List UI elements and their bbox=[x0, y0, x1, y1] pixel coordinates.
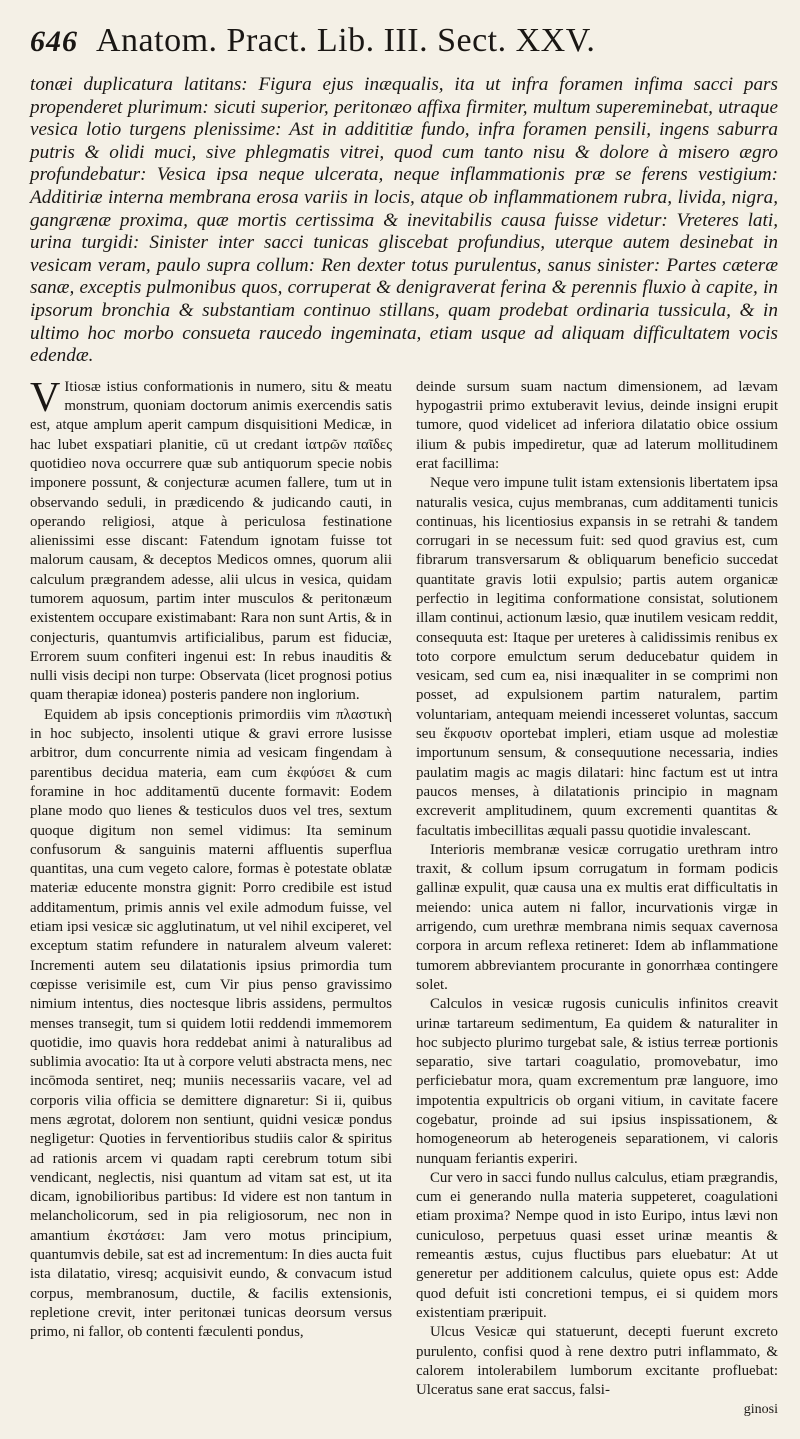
catchword: ginosi bbox=[743, 1402, 778, 1418]
paragraph: Calculos in vesicæ rugosis cuniculis infinitos creavit urinæ tartareum sedimentum, Ea quidem & naturaliter in hoc subjecto plurimo turgebat sale, & istius terreæ portionis separatio, sive tartari coagulatio, promovebatur, imo perficiebatur mora, quam excrementum præ languore, imo impotentia expultricis ob organi vitium, in cavitate facere cogebatur, proinde ad sui ipsius inspissationem, & homogeneorum ab heterogeneis separationem, vi caloris nunquam feriantis experiri. bbox=[416, 996, 778, 1167]
page-number: 646 bbox=[30, 25, 78, 58]
paragraph: deinde sursum suam nactum dimensionem, ad lævam hypogastrii primo extuberavit levius, deinde insigni erupit tumore, quod videlicet ad inferiora dilatatio obice ossium ilium & pubis impediretur, quæ ad laterum mollitudinem erat facillima: bbox=[416, 378, 778, 472]
opening-paragraph-text: Itiosæ istius conformationis in numero, situ & meatu monstrum, quoniam doctorum animis exercendis satis est, atque amplum aperit campum disquisitioni Medicæ, in hac lubet exspatiari planitie, cū ut credant ἰατρῶν παῖδες quotidieo nova occurrere quæ sub antiquorum specie nobis imponere possunt, & conjecturæ acumen fallere, tum ut in observando seduli, in prædicendo & judicando cauti, in operando religiosi, atque à periculosa festinatione alienissimi esse discant: Fatendum ignotam fuisse tot malorum causam, & deceptos Medicos omnes, quorum alii calculum prægrandem adesse, alii ulcus in vesica, quidam tumorem aquosum, partim inter musculos & peritonæum existentem occupare existimabant: Rara non sunt Artis, & in conjecturis, quantumvis artificialibus, parum est fiduciæ, Errorem suum confiteri ingenui est: In rebus inauditis & nulli visis decipi non turpe: Observata (licet prognosi potius quam therapiæ idonea) posteris pandere non inglorium. bbox=[30, 378, 392, 704]
paragraph: Ulcus Vesicæ qui statuerunt, decepti fuerunt excreto purulento, confisi quod à rene dextro putri inflammato, & calorem intolerabilem lumborum excitante profluebat: Ulceratus sane erat saccus, falsi- bbox=[416, 1324, 778, 1399]
paragraph: Equidem ab ipsis conceptionis primordiis vim πλαστικὴ in hoc subjecto, insolenti utique & gravi errore lusisse arbitror, dum concurrente nimia ad vesicam fingendam à parentibus decidua materia, eam cum ἐκφύσει & cum foramine in hoc additamentū ducente formavit: Eodem plane modo quo lienes & testiculos duos vel tres, sextum quoque digitum non semel vidimus: Ita seminum confusorum & sanguinis materni affluentis superflua quantitas, una cum vegeto calore, formas è potestate oblatæ materiæ educente monstra gignit: Porro credibile est istud additamentum, primis annis vel exile admodum fuisse, vel etiam ipsi vesicæ sic agglutinatum, ut vel nihil exciperet, vel exceptum statim refundere in naturalem alveum valeret: Incrementi autem seu dilatationis ipsius primordia tum cœpisse verisimile est, cum Vir pius penso gravissimo nimium intentus, dies noctesque libris assidens, permultos menses transegit, tum si quidem lotii reddendi immemorem quotidie, imo quavis hora reddebat animi à naturalibus ad sublimia avocatio: Ita ut à corpore veluti abstracta mens, nec incōmoda sentiret, neq; muniis necessariis vacare, vel ad corporis vilia officia se demittere dignaretur: Si ii, quibus mens ægrotat, dolorem non sentiunt, quidni vesicæ pondus negligetur: Quoties in ferventioribus studiis calor & spiritus ad rationis arcem vi quadam rapti cerebrum totum sibi vendicant, neglectis, nisi quantum ad vitam sat est, ut ita dicam, ignobilioribus partibus: Id videre est non tantum in melancholicorum, sed in pia religiosorum, nec non in amantium ἐκστάσει: Jam vero motus principium, quantumvis debile, sat est ad incrementum: In dies aucta fuit ista dilatatio, viresq; acquisivit eundo, & convacum istud corpus, membranosum, ductile, & facilis extensionis, repletione crevit, inter peritonæi tunicas deorsum versus primo, ni fallor, ob contenti fæculenti pondus, bbox=[30, 706, 392, 1341]
page-header bbox=[30, 22, 778, 68]
paragraph: Cur vero in sacci fundo nullus calculus, etiam prægrandis, cum ei generando nulla materia suppeteret, coagulationi etiam proxima? Nempe quod in isto Euripo, intus lævi non cuniculoso, perpetuus quasi esset urinæ meantis & remeantis æstus, cujus fluctibus pars eluebatur: At ut generetur per additionem calculus, quiete opus est: Adde quod defuit isti concretioni tempus, ei si quidem mors existentiam præripuit. bbox=[416, 1169, 778, 1321]
opening-paragraph bbox=[30, 374, 392, 706]
paragraph: Neque vero impune tulit istam extensionis libertatem ipsa naturalis vesica, cujus membranas, cum additamenti tunicis continuas, his licentiosius expansis in se retrahi & tandem corrugari in se necessum fuit: sed quod gravius est, cum fibrarum transversarum & obliquarum beneficio succedat quantitate gravis lotii expulsio; partis autem organicæ perfectio in legitima conformatione consistat, solutionem illam continui, actionum læsio, quæ inutilem vesicam reddit, consequuta est: Itaque per ureteres à calidissimis renibus ex toto corpore emulctum serum deducebatur quidem in vesicam, sed cum ea, nisi inæqualiter in se comprimi non posset, ad expulsionem partim naturalem, partim voluntariam, antequam meiendi incesseret voluntas, saccum seu ἔκφυσιν oportebat impleri, etiam usque ad molestiæ importunum sensum, & consequutione necessaria, indies paulatim magis ac magis dilatari: hinc factum est ut intra paucos menses, à dilatationis principio in magnam excreverit amplitudinem, quum excrementi quantitas & facultatis imbecillitas æquali passu quotidie invalescant. bbox=[416, 475, 778, 839]
right-column bbox=[416, 378, 778, 1420]
running-title: Anatom. Pract. Lib. III. Sect. XXV. bbox=[96, 22, 596, 59]
left-column bbox=[30, 374, 392, 1420]
drop-cap: V bbox=[30, 374, 61, 421]
two-column-body bbox=[30, 374, 778, 1420]
paragraph: Interioris membranæ vesicæ corrugatio urethram intro traxit, & collum ipsum corrugatum in formam podicis gallinæ expulit, quæ causa una ex multis erat difficultatis in meiendo: unica autem ni fallor, incurvationis virgæ in arrigendo, cum urethræ membrana nimis sequax cavernosa corpora in arcum reflexa retineret: Idem ab inflammatione tumorem abbreviantem procurante in gonorrhæa contingere solet. bbox=[416, 841, 778, 993]
case-summary-block bbox=[30, 74, 778, 368]
case-summary-text: tonæi duplicatura latitans: Figura ejus inæqualis, ita ut infra foramen infima sacci pars propenderet plurimum: sicuti superior, peritonæo affixa firmiter, multum supereminebat, utraque vesica lotio turgens plenissime: Ast in addititiæ fundo, infra foramen pensili, ingens saburra putris & olidi muci, sive phlegmatis vitrei, quod cum tanto nisu & dolore à misero ægro profundebatur: Vesica ipsa neque ulcerata, neque inflammationis præ se ferens vestigium: Additiriæ interna membrana erosa variis in locis, atque ob inflammationem rubra, livida, nigra, gangrænæ proxima, quæ mortis certissima & inevitabilis causa fuisse videtur: Vreteres lati, urina turgidi: Sinister inter sacci tunicas gliscebat profundius, uterque autem desinebat in vesicam veram, paulo supra collum: Ren dexter totus purulentus, sanus sinister: Partes cæteræ sanæ, exceptis pulmonibus quos, corruperat & denigraverat ferina & perennis fluxio à capite, in ipsorum bronchia & substantiam continuo stillans, quam prodebat ordinaria tussicula, & in ultimo hoc morbo consueta raucedo ingeminata, etiam usque ad aliquam difficultatem vocis edendæ. bbox=[30, 74, 778, 367]
